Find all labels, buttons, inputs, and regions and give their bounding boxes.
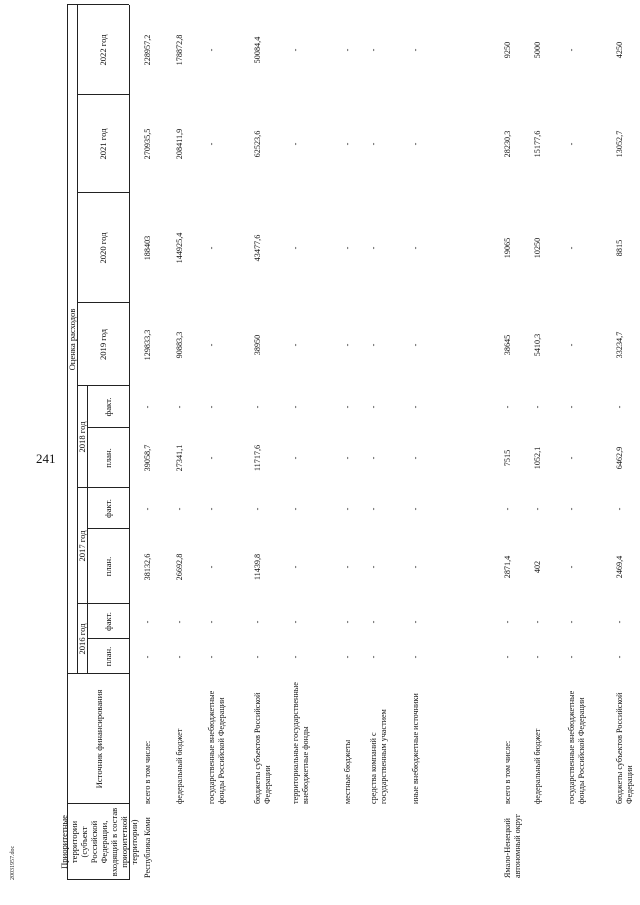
value-cell: - bbox=[411, 655, 420, 659]
value-cell: - bbox=[343, 456, 352, 460]
value-cell: 38950 bbox=[253, 334, 262, 356]
value-cell: - bbox=[291, 343, 300, 347]
value-cell: - bbox=[343, 620, 352, 624]
value-cell: - bbox=[343, 565, 352, 569]
value-cell: - bbox=[533, 405, 542, 409]
value-cell: 9250 bbox=[503, 41, 512, 59]
header-fact-2017: факт. bbox=[103, 499, 113, 518]
value-cell: 10250 bbox=[533, 237, 542, 259]
value-cell: 5410,3 bbox=[533, 333, 542, 357]
table-rule bbox=[77, 5, 78, 674]
value-cell: - bbox=[567, 343, 576, 347]
header-source: Источник финансирования bbox=[94, 689, 104, 789]
value-cell: - bbox=[207, 565, 216, 569]
value-cell: - bbox=[291, 48, 300, 52]
table-rule bbox=[67, 4, 129, 5]
value-cell: - bbox=[411, 507, 420, 511]
value-cell: - bbox=[343, 142, 352, 146]
value-cell: 11717,6 bbox=[253, 444, 262, 472]
value-cell: 6462,9 bbox=[615, 446, 624, 470]
source-label: федеральный бюджет bbox=[175, 728, 184, 804]
value-cell: - bbox=[207, 655, 216, 659]
table-rule bbox=[77, 487, 129, 488]
footer-code: 20031957.doc bbox=[10, 845, 16, 880]
value-cell: - bbox=[567, 620, 576, 624]
region-yanao: Ямало-Ненецкий автономный округ bbox=[503, 813, 522, 878]
value-cell: - bbox=[411, 246, 420, 250]
header-estimate: Оценка расходов bbox=[67, 308, 77, 371]
table-rule bbox=[77, 603, 129, 604]
table-rule bbox=[77, 94, 129, 95]
value-cell: - bbox=[175, 655, 184, 659]
header-plan-2016: план. bbox=[103, 646, 113, 667]
value-cell: - bbox=[253, 620, 262, 624]
value-cell: - bbox=[567, 507, 576, 511]
value-cell: - bbox=[253, 655, 262, 659]
value-cell: - bbox=[567, 405, 576, 409]
source-label: бюджеты субъектов Российской Федерации bbox=[253, 692, 272, 804]
value-cell: 188403 bbox=[143, 235, 152, 261]
value-cell: 228957,2 bbox=[143, 34, 152, 66]
value-cell: - bbox=[615, 620, 624, 624]
value-cell: - bbox=[143, 655, 152, 659]
value-cell: 129833,3 bbox=[143, 329, 152, 361]
value-cell: - bbox=[291, 655, 300, 659]
value-cell: - bbox=[207, 48, 216, 52]
table-rule bbox=[67, 5, 68, 880]
value-cell: - bbox=[567, 456, 576, 460]
value-cell: 15177,6 bbox=[533, 130, 542, 158]
value-cell: - bbox=[503, 405, 512, 409]
value-cell: 33234,7 bbox=[615, 331, 624, 359]
value-cell: - bbox=[567, 142, 576, 146]
value-cell: - bbox=[369, 565, 378, 569]
value-cell: - bbox=[291, 405, 300, 409]
value-cell: - bbox=[343, 343, 352, 347]
header-plan-2017: план. bbox=[103, 556, 113, 577]
value-cell: - bbox=[533, 620, 542, 624]
value-cell: 27341,1 bbox=[175, 444, 184, 472]
value-cell: - bbox=[369, 405, 378, 409]
table-rule bbox=[87, 638, 129, 639]
value-cell: - bbox=[291, 565, 300, 569]
value-cell: 5000 bbox=[533, 41, 542, 59]
header-plan-2018: план. bbox=[103, 448, 113, 468]
value-cell: 26692,8 bbox=[175, 553, 184, 581]
table-rule bbox=[87, 427, 129, 428]
value-cell: 19065 bbox=[503, 237, 512, 259]
value-cell: 178872,8 bbox=[175, 34, 184, 66]
table-rule bbox=[67, 673, 129, 674]
value-cell: - bbox=[411, 48, 420, 52]
value-cell: 208411,9 bbox=[175, 128, 184, 160]
header-fact-2016: факт. bbox=[103, 612, 113, 631]
value-cell: - bbox=[369, 456, 378, 460]
header-fact-2018: факт. bbox=[103, 397, 113, 417]
value-cell: 43477,6 bbox=[253, 234, 262, 262]
value-cell: 2871,4 bbox=[503, 555, 512, 579]
value-cell: - bbox=[343, 246, 352, 250]
value-cell: - bbox=[503, 655, 512, 659]
value-cell: - bbox=[567, 246, 576, 250]
value-cell: 11439,8 bbox=[253, 553, 262, 581]
value-cell: - bbox=[411, 456, 420, 460]
value-cell: - bbox=[143, 507, 152, 511]
region-komi: Республика Коми bbox=[143, 817, 152, 878]
table-rule bbox=[67, 803, 129, 804]
value-cell: - bbox=[411, 565, 420, 569]
value-cell: - bbox=[291, 246, 300, 250]
value-cell: - bbox=[207, 405, 216, 409]
value-cell: - bbox=[369, 620, 378, 624]
value-cell: - bbox=[207, 246, 216, 250]
value-cell: - bbox=[615, 405, 624, 409]
value-cell: - bbox=[143, 405, 152, 409]
value-cell: - bbox=[369, 142, 378, 146]
value-cell: - bbox=[369, 655, 378, 659]
value-cell: - bbox=[291, 142, 300, 146]
value-cell: - bbox=[411, 343, 420, 347]
value-cell: - bbox=[291, 507, 300, 511]
value-cell: - bbox=[343, 405, 352, 409]
value-cell: 402 bbox=[533, 560, 542, 574]
value-cell: - bbox=[343, 507, 352, 511]
header-2021: 2021 год bbox=[98, 128, 108, 160]
header-2017: 2017 год bbox=[77, 530, 87, 562]
table-rule bbox=[87, 386, 88, 674]
value-cell: 38645 bbox=[503, 334, 512, 356]
value-cell: - bbox=[615, 655, 624, 659]
value-cell: - bbox=[615, 507, 624, 511]
value-cell: - bbox=[207, 620, 216, 624]
value-cell: - bbox=[411, 405, 420, 409]
value-cell: 8815 bbox=[615, 239, 624, 257]
value-cell: - bbox=[369, 48, 378, 52]
value-cell: - bbox=[567, 565, 576, 569]
value-cell: 4250 bbox=[615, 41, 624, 59]
financing-table bbox=[59, 5, 634, 880]
value-cell: - bbox=[533, 507, 542, 511]
value-cell: - bbox=[567, 655, 576, 659]
header-2018: 2018 год bbox=[77, 421, 87, 453]
table-rule bbox=[77, 192, 129, 193]
value-cell: - bbox=[253, 405, 262, 409]
value-cell: 62523,6 bbox=[253, 130, 262, 158]
source-label: иные внебюджетные источники bbox=[411, 693, 420, 804]
source-label: местные бюджеты bbox=[343, 739, 352, 804]
source-label: государственные внебюджетные фонды Российской Федерации bbox=[207, 690, 226, 804]
value-cell: - bbox=[207, 142, 216, 146]
value-cell: - bbox=[533, 655, 542, 659]
value-cell: - bbox=[411, 620, 420, 624]
header-2016: 2016 год bbox=[77, 623, 87, 655]
header-region: Приоритетные территории (субъект Российской Федерации, входящий в состав приоритетной территории) bbox=[59, 807, 139, 877]
value-cell: - bbox=[369, 507, 378, 511]
value-cell: - bbox=[175, 405, 184, 409]
value-cell: 50084,4 bbox=[253, 36, 262, 64]
source-label: федеральный бюджет bbox=[533, 728, 542, 804]
table-rule bbox=[77, 385, 129, 386]
table-rule bbox=[67, 879, 129, 880]
value-cell: 13052,7 bbox=[615, 130, 624, 158]
value-cell: - bbox=[143, 620, 152, 624]
source-label: государственные внебюджетные фонды Российской Федерации bbox=[567, 690, 586, 804]
value-cell: 38132,6 bbox=[143, 553, 152, 581]
value-cell: - bbox=[207, 507, 216, 511]
header-2020: 2020 год bbox=[98, 232, 108, 264]
value-cell: - bbox=[207, 456, 216, 460]
value-cell: - bbox=[411, 142, 420, 146]
value-cell: 90883,3 bbox=[175, 331, 184, 359]
value-cell: - bbox=[567, 48, 576, 52]
source-label: всего в том числе: bbox=[143, 740, 152, 804]
source-label: территориальные государственные внебюджетные фонды bbox=[291, 682, 310, 804]
value-cell: 28230,3 bbox=[503, 130, 512, 158]
header-2022: 2022 год bbox=[98, 34, 108, 66]
header-2019: 2019 год bbox=[98, 328, 108, 361]
value-cell: - bbox=[503, 507, 512, 511]
value-cell: - bbox=[291, 456, 300, 460]
table-rule bbox=[129, 5, 130, 880]
value-cell: - bbox=[175, 620, 184, 624]
value-cell: 270935,5 bbox=[143, 128, 152, 160]
table-rule bbox=[87, 528, 129, 529]
value-cell: 2469,4 bbox=[615, 555, 624, 579]
value-cell: 7515 bbox=[503, 449, 512, 467]
value-cell: - bbox=[343, 48, 352, 52]
source-label: средства компаний с государственным участием bbox=[369, 709, 388, 804]
value-cell: 1052,1 bbox=[533, 446, 542, 470]
table-rule bbox=[77, 302, 129, 303]
value-cell: - bbox=[503, 620, 512, 624]
value-cell: - bbox=[291, 620, 300, 624]
value-cell: - bbox=[253, 507, 262, 511]
value-cell: 39058,7 bbox=[143, 444, 152, 472]
source-label: бюджеты субъектов Российской Федерации bbox=[615, 692, 634, 804]
value-cell: - bbox=[369, 246, 378, 250]
value-cell: 144925,4 bbox=[175, 232, 184, 264]
value-cell: - bbox=[343, 655, 352, 659]
source-label: всего в том числе: bbox=[503, 740, 512, 804]
value-cell: - bbox=[175, 507, 184, 511]
value-cell: - bbox=[369, 343, 378, 347]
page-number: 241 bbox=[36, 451, 56, 466]
value-cell: - bbox=[207, 343, 216, 347]
